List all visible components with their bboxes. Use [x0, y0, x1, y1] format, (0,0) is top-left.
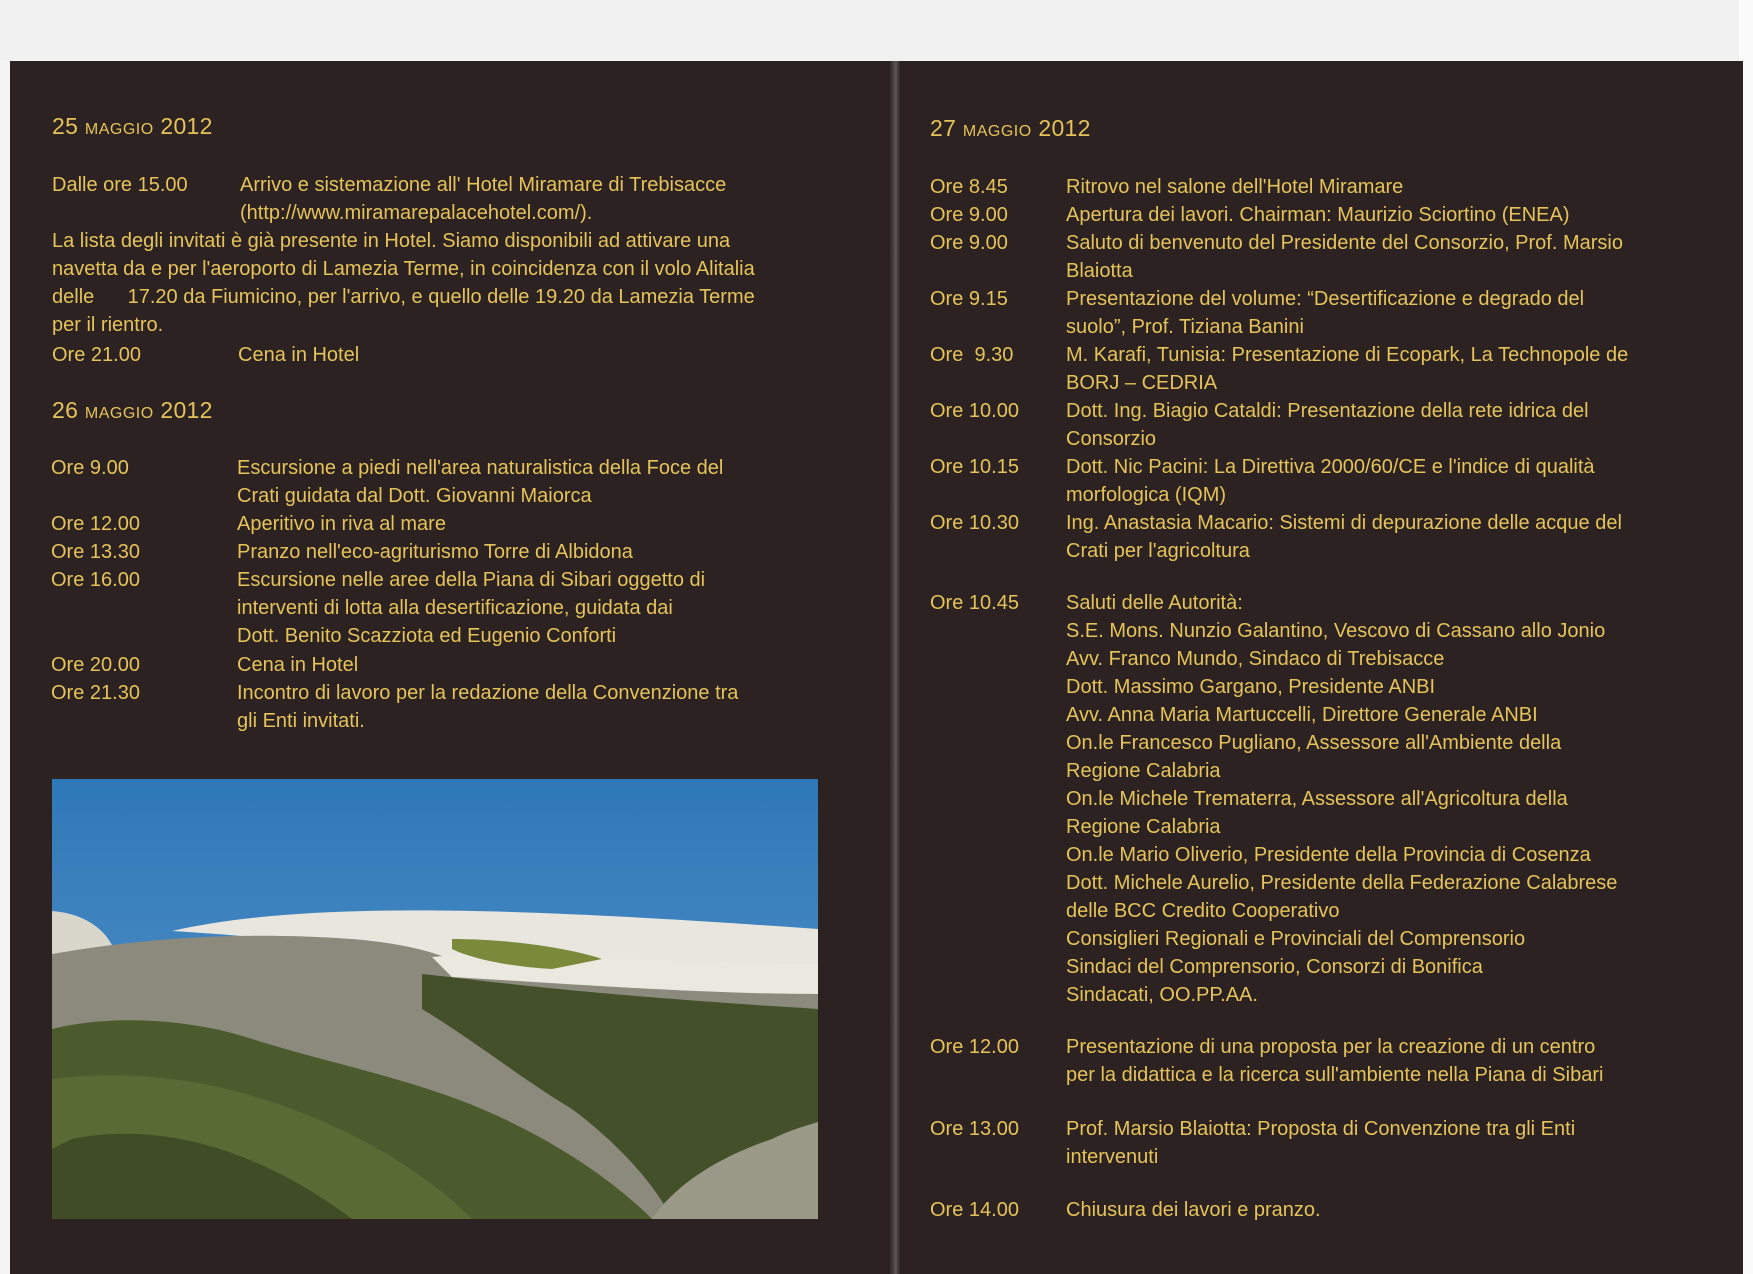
- left-panel: [10, 61, 893, 1274]
- entry-description-line: BORJ – CEDRIA: [1066, 372, 1218, 394]
- right-panel: [900, 61, 1743, 1274]
- authority-line: Consiglieri Regionali e Provinciali del Comprensorio: [1066, 928, 1526, 950]
- date-heading-day3: 27 MAGGIO 2012: [930, 115, 1091, 141]
- schedule-entry: [930, 397, 1730, 453]
- authority-line: Dott. Michele Aurelio, Presidente della Federazione Calabrese: [1066, 872, 1618, 894]
- schedule-entry: [930, 229, 1730, 285]
- entry-time: Ore 9.00: [51, 457, 129, 479]
- authority-line: Regione Calabria: [1066, 760, 1221, 782]
- entry-time: Ore 9.00: [930, 204, 1008, 226]
- entry-description-line: Chiusura dei lavori e pranzo.: [1066, 1199, 1321, 1221]
- schedule-entry: [51, 566, 851, 650]
- entry-time: Ore 10.15: [930, 456, 1019, 478]
- entry-description-line: Crati per l'agricoltura: [1066, 540, 1250, 562]
- authority-line: On.le Michele Trematerra, Assessore all'Agricoltura della: [1066, 788, 1568, 810]
- schedule-entry: [930, 509, 1730, 565]
- note-line: La lista degli invitati è già presente in Hotel. Siamo disponibili ad attivare una: [52, 230, 731, 252]
- arrival-entry: [52, 171, 852, 231]
- entry-description-line: Ritrovo nel salone dell'Hotel Miramare: [1066, 176, 1404, 198]
- entry-description-line: intervenuti: [1066, 1146, 1159, 1168]
- schedule-entry: [930, 1033, 1730, 1089]
- authorities-list: [1066, 589, 1617, 1009]
- entry-time: Ore 12.00: [51, 513, 140, 535]
- entry-description-line: Dott. Benito Scazziota ed Eugenio Conforti: [237, 625, 617, 647]
- note-line: navetta da e per l'aeroporto di Lamezia Terme, in coincidenza con il volo Alitalia: [52, 258, 755, 280]
- authority-line: Sindacati, OO.PP.AA.: [1066, 984, 1258, 1006]
- schedule-entry: [930, 453, 1730, 509]
- schedule-entry: [930, 173, 1730, 201]
- entry-description-line: Saluto di benvenuto del Presidente del Consorzio, Prof. Marsio: [1066, 232, 1623, 254]
- entry-description-line: Crati guidata dal Dott. Giovanni Maiorca: [237, 485, 592, 507]
- schedule-entry: [51, 651, 851, 679]
- note-line: delle 17.20 da Fiumicino, per l'arrivo, e quello delle 19.20 da Lamezia Terme: [52, 286, 755, 308]
- entry-description-line: Dott. Nic Pacini: La Direttiva 2000/60/CE e l'indice di qualità: [1066, 456, 1595, 478]
- authority-line: On.le Mario Oliverio, Presidente della Provincia di Cosenza: [1066, 844, 1591, 866]
- entry-description-line: Presentazione del volume: “Desertificazione e degrado del: [1066, 288, 1585, 310]
- entry-description-line: Dott. Ing. Biagio Cataldi: Presentazione della rete idrica del: [1066, 400, 1589, 422]
- entry-description-line: suolo”, Prof. Tiziana Banini: [1066, 316, 1304, 338]
- entry-description-line: Aperitivo in riva al mare: [237, 513, 446, 535]
- schedule-entry: [930, 341, 1730, 397]
- dinner-entry: [52, 341, 852, 369]
- entry-time: Ore 10.30: [930, 512, 1019, 534]
- entry-time: Ore 9.15: [930, 288, 1008, 310]
- entry-description-line: Ing. Anastasia Macario: Sistemi di depurazione delle acque del: [1066, 512, 1622, 534]
- entry-time: Ore 20.00: [51, 654, 140, 676]
- hotel-url: (http://www.miramarepalacehotel.com/).: [240, 202, 593, 224]
- authority-line: delle BCC Credito Cooperativo: [1066, 900, 1340, 922]
- entry-description-line: Pranzo nell'eco-agriturismo Torre di Albidona: [237, 541, 633, 563]
- schedule-entry: [930, 285, 1730, 341]
- authority-line: Dott. Massimo Gargano, Presidente ANBI: [1066, 676, 1436, 698]
- entry-description-line: Apertura dei lavori. Chairman: Maurizio Sciortino (ENEA): [1066, 204, 1570, 226]
- entry-description-line: Presentazione di una proposta per la creazione di un centro: [1066, 1036, 1596, 1058]
- date-heading-day1: 25 MAGGIO 2012: [52, 113, 213, 139]
- authority-line: Avv. Franco Mundo, Sindaco di Trebisacce: [1066, 648, 1445, 670]
- schedule-entry: [51, 510, 851, 538]
- brochure: [10, 61, 1743, 1274]
- coastline-image: [52, 779, 818, 1219]
- entry-description-line: Cena in Hotel: [237, 654, 359, 676]
- authority-line: On.le Francesco Pugliano, Assessore all'Ambiente della: [1066, 732, 1562, 754]
- entry-time: Ore 8.45: [930, 176, 1008, 198]
- entry-time: Ore 14.00: [930, 1199, 1019, 1221]
- entry-description: Arrivo e sistemazione all' Hotel Miramare di Trebisacce: [240, 174, 727, 196]
- entry-description-line: interventi di lotta alla desertificazione, guidata dai: [237, 597, 673, 619]
- schedule-entry: [51, 454, 851, 510]
- schedule-entry: [930, 201, 1730, 229]
- authority-line: Regione Calabria: [1066, 816, 1221, 838]
- entry-time: Ore 13.30: [51, 541, 140, 563]
- shuttle-note: [52, 227, 852, 339]
- entry-time: Ore 10.00: [930, 400, 1019, 422]
- entry-time: Ore 21.00: [52, 344, 141, 366]
- entry-description: Cena in Hotel: [238, 344, 360, 366]
- entry-description-line: per la didattica e la ricerca sull'ambiente nella Piana di Sibari: [1066, 1064, 1604, 1086]
- authorities-heading: Saluti delle Autorità:: [1066, 592, 1243, 614]
- entry-description-line: M. Karafi, Tunisia: Presentazione di Ecopark, La Technopole de: [1066, 344, 1629, 366]
- entry-description-line: Escursione a piedi nell'area naturalistica della Foce del: [237, 457, 724, 479]
- date-heading-day2: 26 MAGGIO 2012: [52, 397, 213, 423]
- entry-description-line: Escursione nelle aree della Piana di Sibari oggetto di: [237, 569, 706, 591]
- entry-time: Ore 9.30: [930, 344, 1014, 366]
- entry-time: Ore 10.45: [930, 592, 1019, 614]
- coastline-aerial-photo: [52, 779, 818, 1219]
- entry-description-line: Incontro di lavoro per la redazione della Convenzione tra: [237, 682, 739, 704]
- scan-margin-top: [0, 0, 1753, 60]
- entry-time: Ore 21.30: [51, 682, 140, 704]
- entry-time: Dalle ore 15.00: [52, 174, 188, 196]
- entry-time: Ore 16.00: [51, 569, 140, 591]
- entry-time: Ore 9.00: [930, 232, 1008, 254]
- authorities-entry: [930, 589, 1730, 1009]
- note-line: per il rientro.: [52, 314, 164, 336]
- schedule-entry: [930, 1196, 1730, 1224]
- entry-description-line: morfologica (IQM): [1066, 484, 1227, 506]
- entry-description-line: Prof. Marsio Blaiotta: Proposta di Convenzione tra gli Enti: [1066, 1118, 1576, 1140]
- entry-time: Ore 12.00: [930, 1036, 1019, 1058]
- entry-description-line: Blaiotta: [1066, 260, 1133, 282]
- entry-description-line: Consorzio: [1066, 428, 1157, 450]
- schedule-entry: [930, 1115, 1730, 1171]
- entry-description-line: gli Enti invitati.: [237, 710, 365, 732]
- authority-line: S.E. Mons. Nunzio Galantino, Vescovo di Cassano allo Jonio: [1066, 620, 1606, 642]
- authority-line: Avv. Anna Maria Martuccelli, Direttore Generale ANBI: [1066, 704, 1538, 726]
- schedule-entry: [51, 538, 851, 566]
- entry-time: Ore 13.00: [930, 1118, 1019, 1140]
- authority-line: Sindaci del Comprensorio, Consorzi di Bonifica: [1066, 956, 1483, 978]
- schedule-entry: [51, 679, 851, 735]
